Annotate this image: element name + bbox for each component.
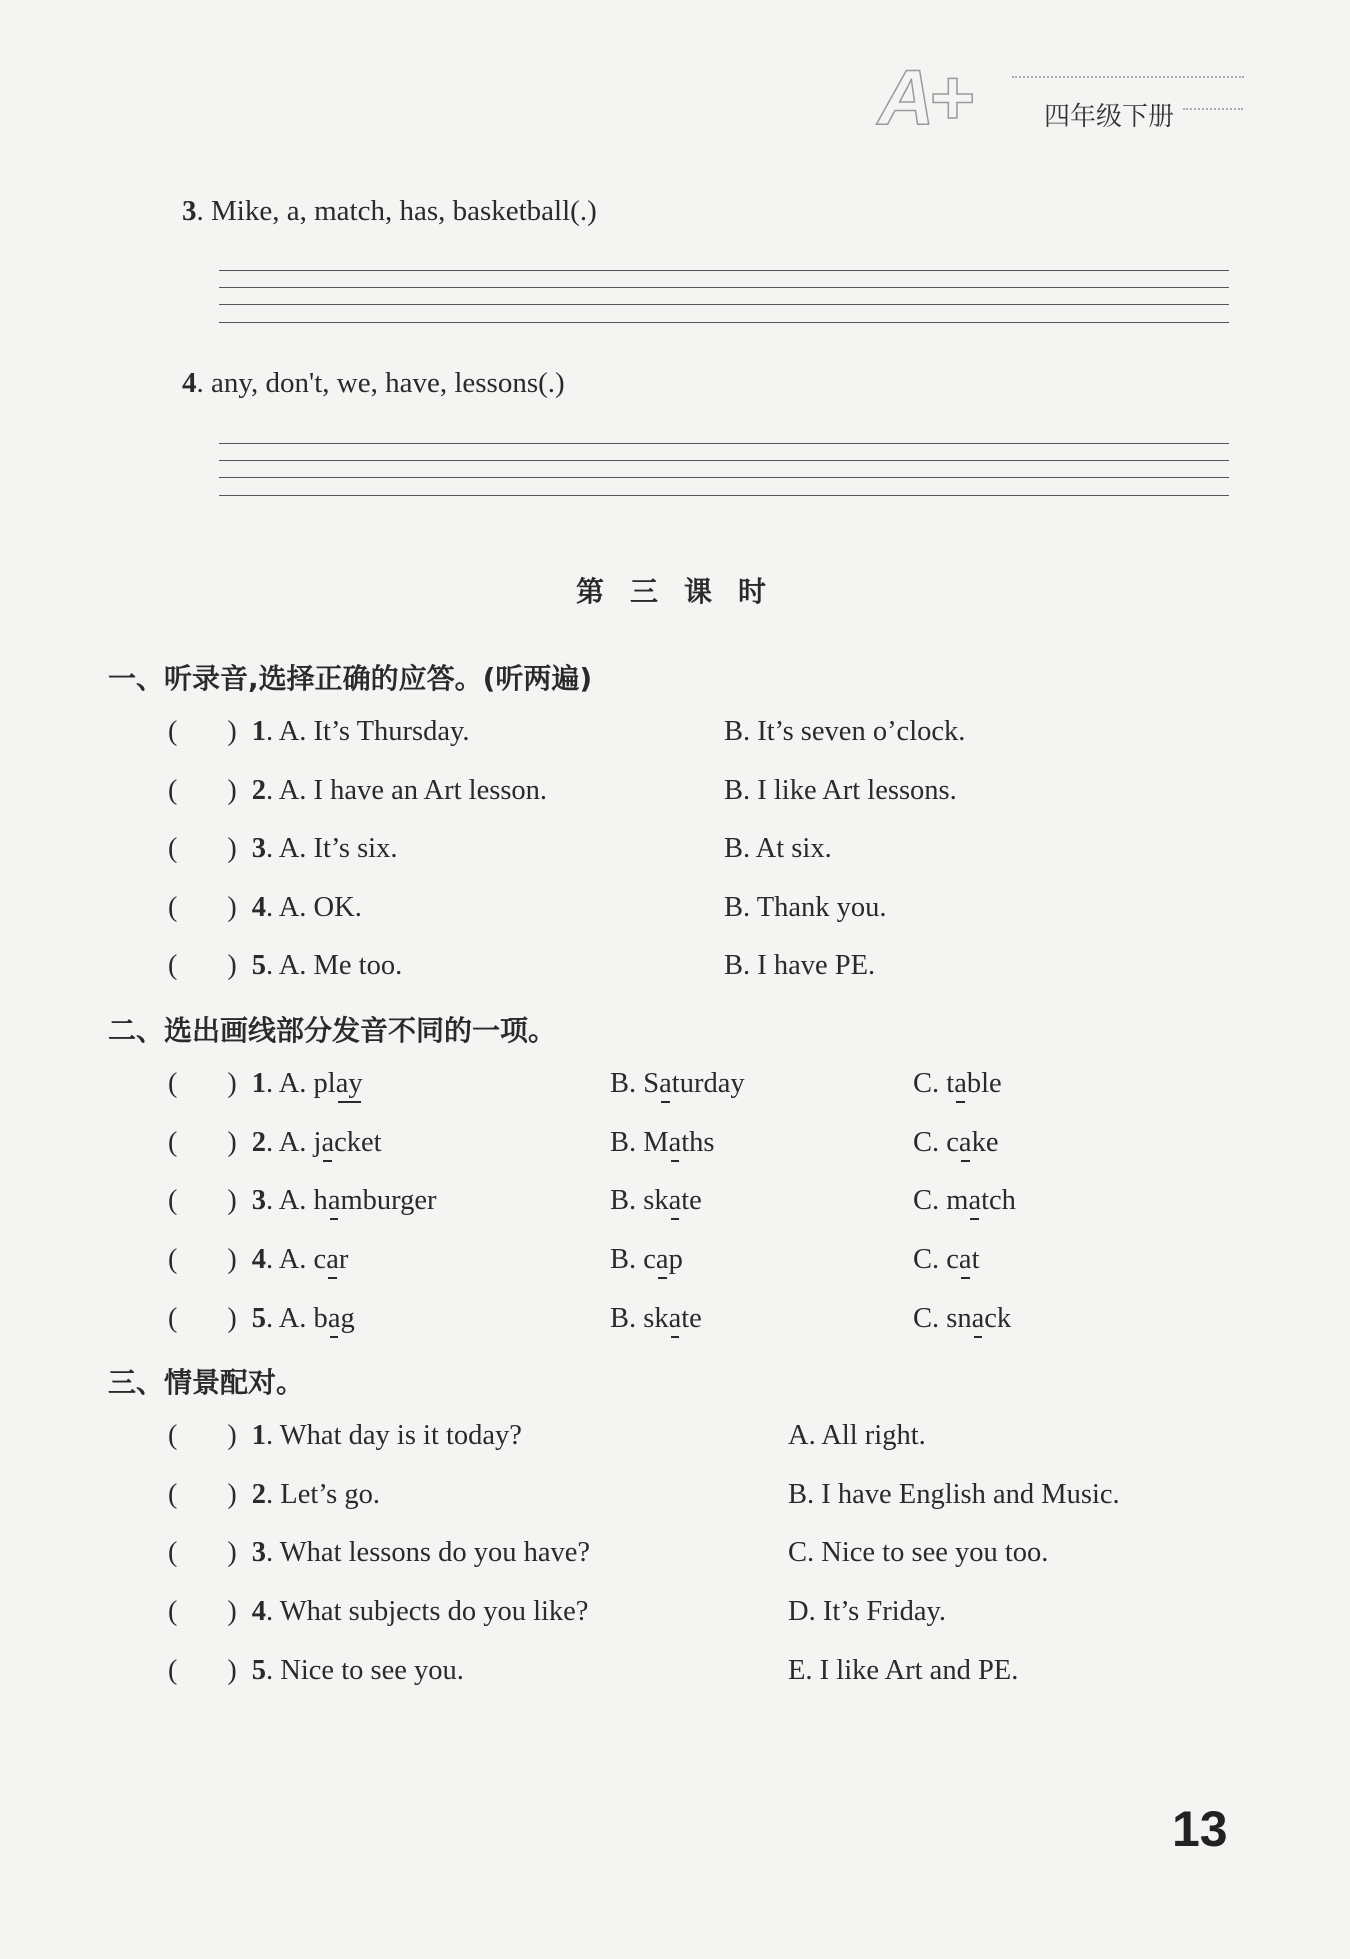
option-b: B. skate	[610, 1185, 702, 1216]
option-c: C. cake	[913, 1127, 999, 1158]
logo-icon: A+	[878, 53, 968, 141]
option-c: C. table	[913, 1068, 1002, 1099]
list-item: ( ) 5. A. Me too.	[168, 950, 403, 981]
list-item: ( ) 3. A. It’s six.	[168, 833, 398, 864]
option-c: C. match	[913, 1185, 1016, 1216]
list-item: ( ) 4. What subjects do you like?	[168, 1596, 589, 1627]
page-number: 13	[1172, 1801, 1228, 1857]
option-b: B. cap	[610, 1244, 683, 1275]
answer-lines-3[interactable]	[219, 270, 1229, 322]
list-item: ( ) 4. A. OK.	[168, 892, 362, 923]
match-answer: D. It’s Friday.	[788, 1596, 947, 1627]
option-b: B. Thank you.	[724, 892, 887, 923]
section-3-title: 三、情景配对。	[108, 1366, 305, 1399]
match-answer: C. Nice to see you too.	[788, 1537, 1049, 1568]
answer-lines-4[interactable]	[219, 443, 1229, 495]
match-answer: A. All right.	[788, 1420, 926, 1451]
list-item: ( ) 2. A. I have an Art lesson.	[168, 775, 548, 806]
match-answer: E. I like Art and PE.	[788, 1655, 1019, 1686]
header-divider	[1183, 108, 1243, 110]
list-item: ( ) 1. What day is it today?	[168, 1420, 522, 1451]
option-c: C. cat	[913, 1244, 980, 1275]
grade-label: 四年级下册	[1044, 102, 1175, 132]
option-c: C. snack	[913, 1303, 1012, 1334]
list-item: ( ) 2. Let’s go.	[168, 1479, 381, 1510]
list-item: ( ) 5. Nice to see you.	[168, 1655, 464, 1686]
lesson-title: 第三课时	[576, 575, 793, 608]
section-2-title: 二、选出画线部分发音不同的一项。	[108, 1014, 557, 1047]
reorder-question-4: 4. any, don't, we, have, lessons(.)	[182, 367, 565, 399]
list-item: ( ) 5. A. bag	[168, 1303, 355, 1334]
option-b: B. It’s seven o’clock.	[724, 716, 966, 747]
match-answer: B. I have English and Music.	[788, 1479, 1120, 1510]
list-item: ( ) 4. A. car	[168, 1244, 349, 1275]
option-b: B. skate	[610, 1303, 702, 1334]
reorder-question-3: 3. Mike, a, match, has, basketball(.)	[182, 195, 597, 227]
list-item: ( ) 1. A. It’s Thursday.	[168, 716, 470, 747]
option-b: B. Saturday	[610, 1068, 745, 1099]
list-item: ( ) 3. What lessons do you have?	[168, 1537, 591, 1568]
list-item: ( ) 3. A. hamburger	[168, 1185, 437, 1216]
option-b: B. At six.	[724, 833, 832, 864]
option-b: B. I have PE.	[724, 950, 876, 981]
option-b: B. Maths	[610, 1127, 715, 1158]
section-1-title: 一、听录音,选择正确的应答。(听两遍)	[108, 662, 593, 695]
option-b: B. I like Art lessons.	[724, 775, 957, 806]
list-item: ( ) 1. A. play	[168, 1068, 363, 1099]
header-divider	[1012, 76, 1244, 78]
list-item: ( ) 2. A. jacket	[168, 1127, 382, 1158]
